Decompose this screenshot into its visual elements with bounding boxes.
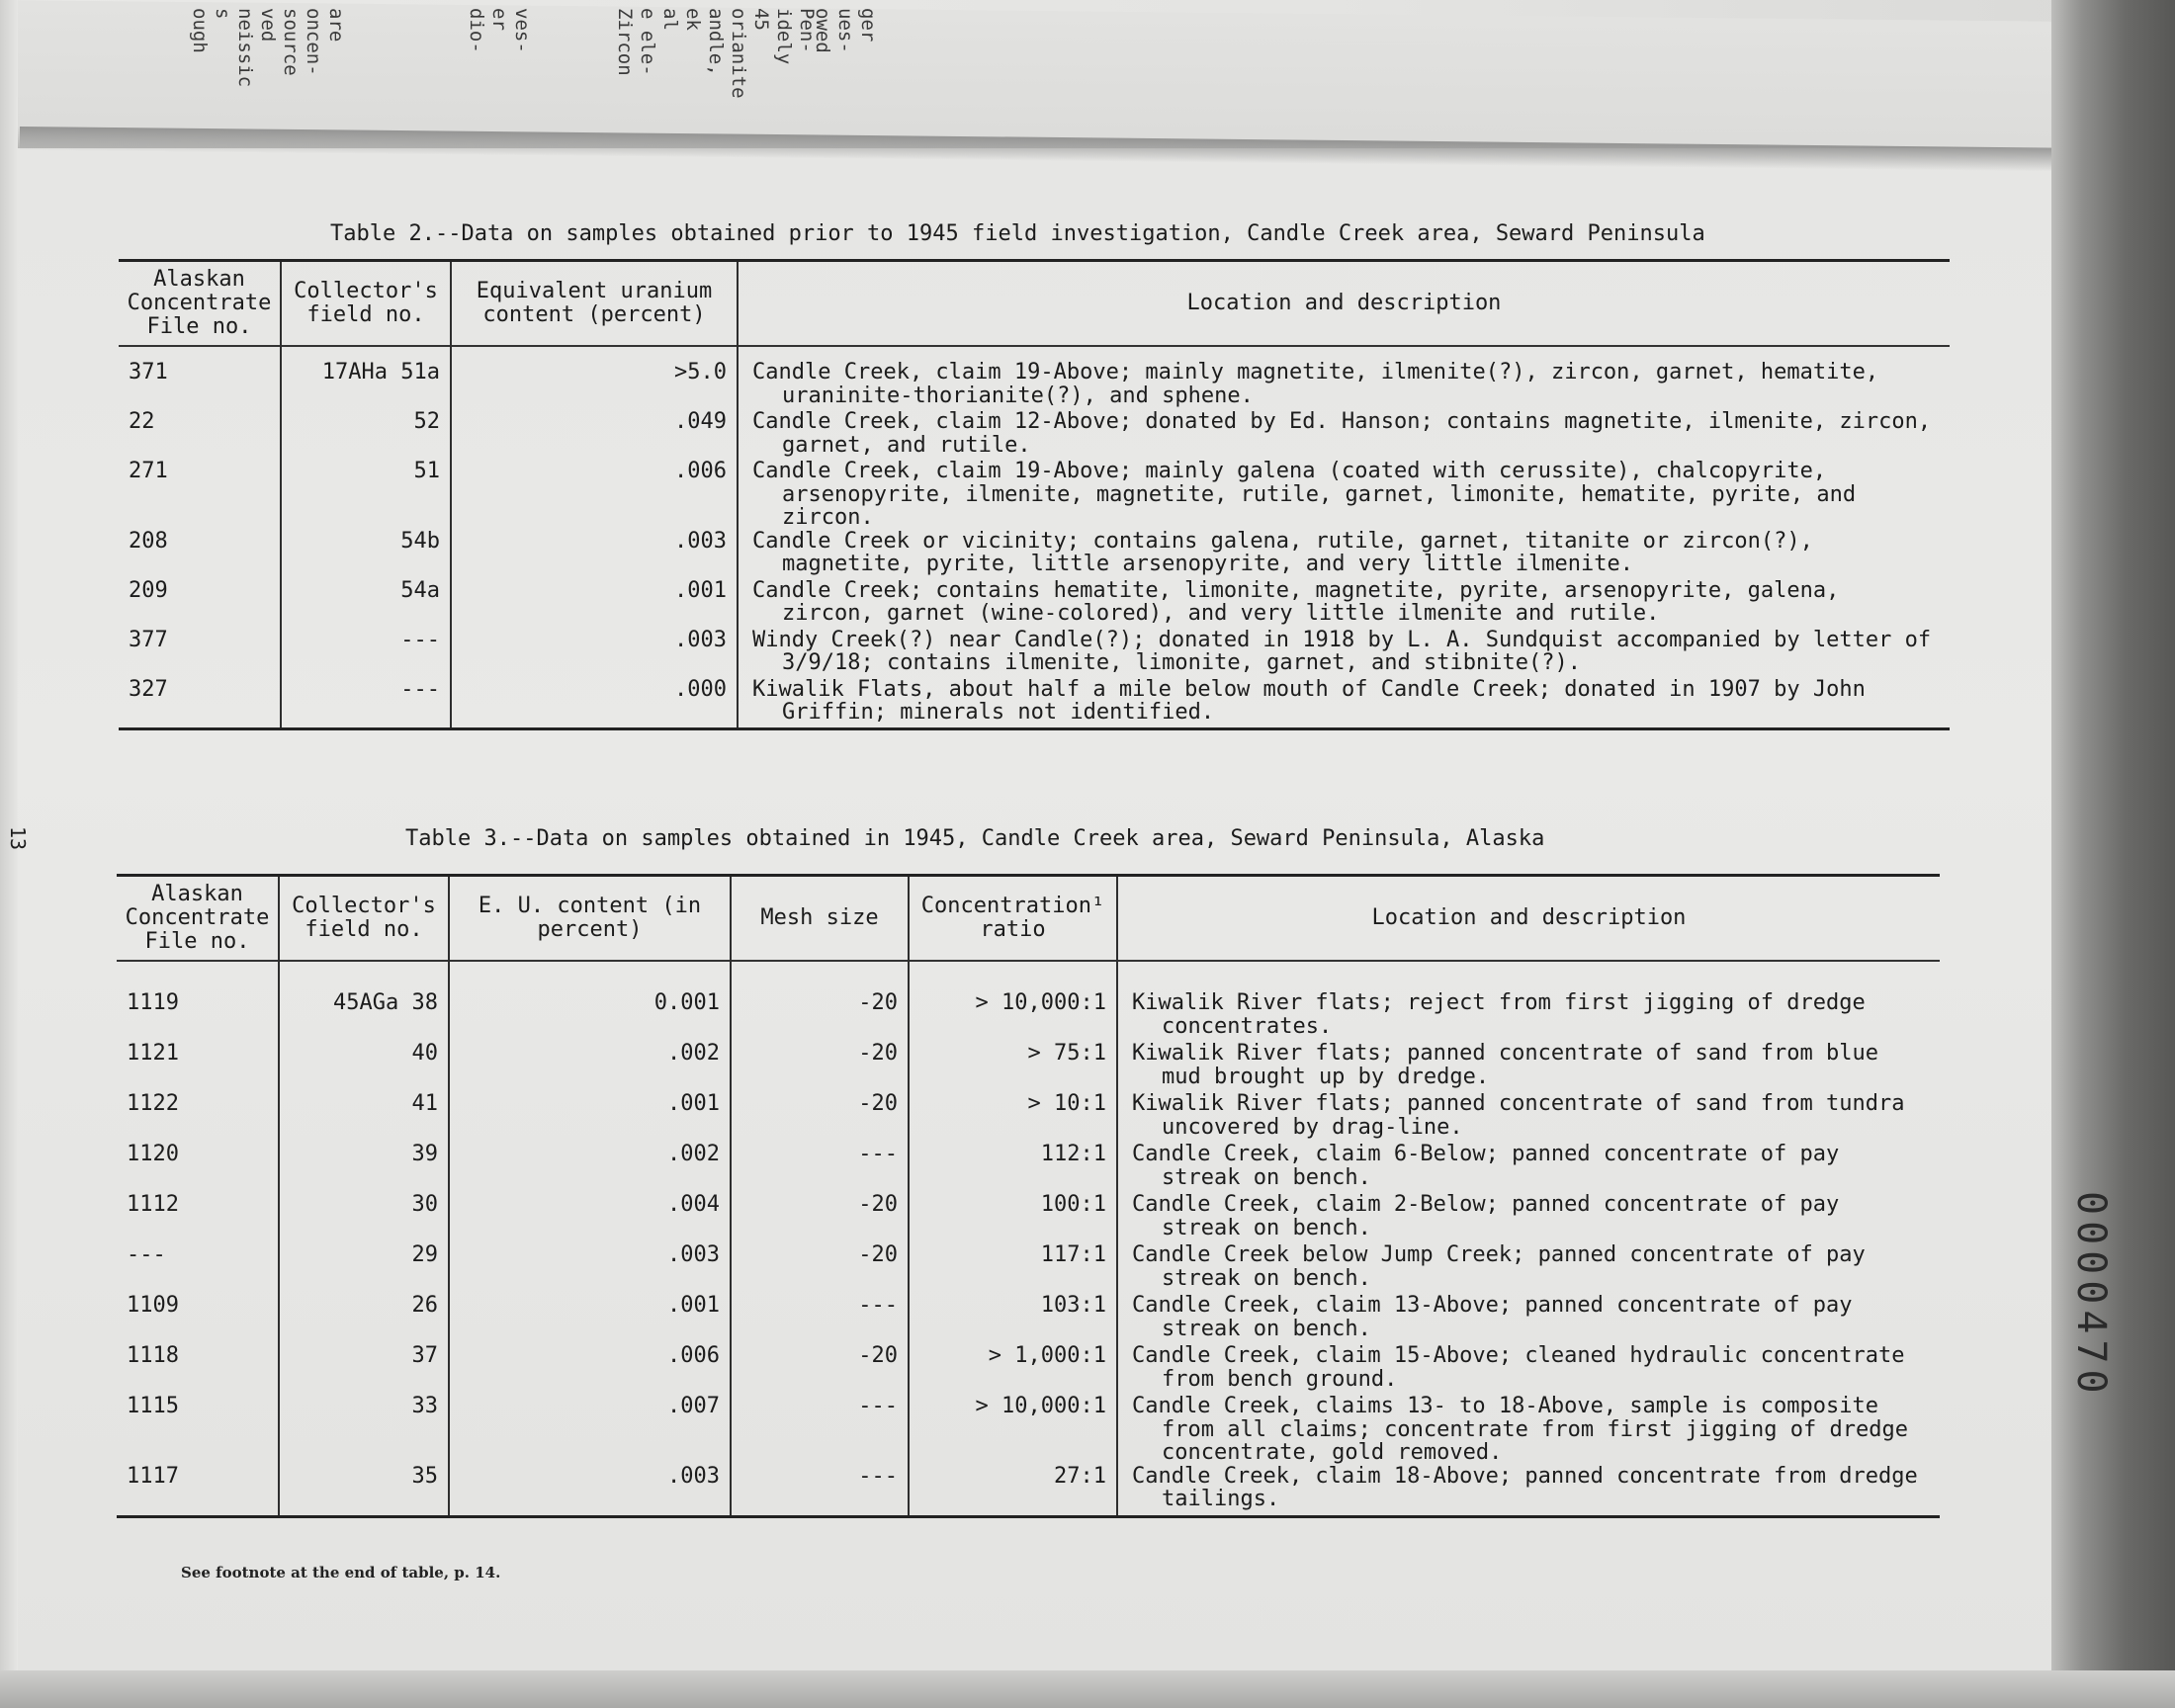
location-text: Kiwalik River flats; panned concentrate of sand from tundra uncovered by drag-line. (1132, 1091, 1905, 1140)
location-text: Candle Creek below Jump Creek; panned concentrate of pay streak on bench. (1132, 1242, 1866, 1291)
bleed-through-text-c (613, 8, 818, 99)
location-text: Candle Creek, claim 6-Below; panned concentrate of pay streak on bench. (1132, 1142, 1840, 1190)
cell-eu-content: .006 (449, 1344, 731, 1395)
location-text: Kiwalik River flats; panned concentrate of sand from blue mud brought up by dredge. (1132, 1041, 1878, 1089)
bleed-word: ger (857, 8, 879, 43)
header-file-no: Alaskan Concentrate File no. (127, 267, 272, 339)
location-text: Candle Creek, claim 19-Above; mainly magnetite, ilmenite(?), zircon, garnet, hematite, uraninite-thorianite(?), and sphene. (752, 360, 1879, 408)
cell-field-no: 35 (279, 1465, 449, 1517)
location-text: Candle Creek, claim 12-Above; donated by Ed. Hanson; contains magnetite, ilmenite, zircon, garnet, and rutile. (752, 409, 1932, 458)
cell-location (1117, 1294, 1940, 1344)
location-text: Windy Creek(?) near Candle(?); donated in 1918 by L. A. Sundquist accompanied by letter of 3/9/18; contains ilmenite, limonite, garnet, and stibnite(?). (752, 627, 1932, 675)
bleed-through-text-b (465, 8, 533, 53)
bleed-word: neissic (234, 8, 256, 88)
cell-location (1117, 1042, 1940, 1092)
cell-location (1117, 1395, 1940, 1465)
header-field-no: Collector's field no. (279, 876, 449, 962)
edge-stamp-number: 0000470 (2068, 1191, 2114, 1400)
cell-mesh-size: --- (731, 1294, 909, 1344)
cell-file-no: 209 (129, 577, 168, 603)
bleed-word: Zircon (614, 8, 636, 76)
cell-field-no: --- (281, 678, 451, 729)
page-number: 13 (6, 826, 30, 851)
bottom-page-edge (0, 1670, 2175, 1708)
bleed-word: idely (773, 8, 795, 65)
cell-field-no: 17AHa 51a (281, 346, 451, 410)
bleed-word: owed (812, 8, 833, 53)
cell-location (1117, 1092, 1940, 1143)
cell-file-no: 377 (129, 627, 168, 652)
cell-concentration-ratio: > 1,000:1 (909, 1344, 1117, 1395)
cell-eu-content: .001 (451, 579, 738, 629)
cell-location (738, 530, 1950, 579)
cell-eu-content: .002 (449, 1042, 731, 1092)
bleed-word: ough (189, 8, 211, 53)
cell-eu-content: .007 (449, 1395, 731, 1465)
cell-field-no: 45AGa 38 (279, 961, 449, 1042)
cell-eu-content: .003 (451, 629, 738, 678)
table-2 (119, 259, 1950, 730)
cell-eu-content: .001 (449, 1294, 731, 1344)
location-text: Candle Creek; contains hematite, limonite, magnetite, pyrite, arsenopyrite, galena, zircon, garnet (wine-colored), and very little ilmenite and rutile. (752, 577, 1840, 626)
cell-field-no: 37 (279, 1344, 449, 1395)
cell-eu-content: .049 (451, 410, 738, 460)
table-row (117, 1193, 1940, 1243)
table-row (117, 1143, 1940, 1193)
cell-file-no: --- (127, 1242, 166, 1267)
table-row (119, 530, 1950, 579)
footnote: See footnote at the end of table, p. 14. (181, 1564, 501, 1581)
bleed-word: s (212, 8, 233, 20)
cell-mesh-size: -20 (731, 961, 909, 1042)
cell-field-no: 29 (279, 1243, 449, 1294)
cell-mesh-size: -20 (731, 1092, 909, 1143)
table-row (117, 1294, 1940, 1344)
cell-file-no: 1119 (127, 990, 179, 1015)
cell-file-no: 208 (129, 528, 168, 554)
right-page-edge (2051, 0, 2175, 1708)
cell-field-no: 26 (279, 1294, 449, 1344)
cell-file-no: 371 (129, 360, 168, 384)
cell-field-no: 52 (281, 410, 451, 460)
cell-eu-content: .003 (449, 1465, 731, 1517)
location-text: Candle Creek, claim 18-Above; panned concentrate from dredge tailings. (1132, 1463, 1918, 1511)
table-3-caption: Table 3.--Data on samples obtained in 1945, Candle Creek area, Seward Peninsula, Alaska (405, 826, 1545, 851)
cell-concentration-ratio: > 10,000:1 (909, 961, 1117, 1042)
bleed-word: er (488, 8, 510, 31)
bleed-word: orianite (728, 8, 749, 99)
cell-eu-content: .006 (451, 460, 738, 530)
cell-eu-content: 0.001 (449, 961, 731, 1042)
cell-location (1117, 961, 1940, 1042)
cell-file-no: 1122 (127, 1091, 179, 1116)
table-row (119, 410, 1950, 460)
bleed-word: 45 (750, 8, 772, 31)
cell-location (1117, 1344, 1940, 1395)
cell-mesh-size: --- (731, 1395, 909, 1465)
bleed-through-text-a (188, 8, 347, 87)
bleed-word: source (280, 8, 302, 76)
location-text: Kiwalik Flats, about half a mile below mouth of Candle Creek; donated in 1907 by John Griffin; minerals not identified. (752, 676, 1866, 725)
cell-field-no: 41 (279, 1092, 449, 1143)
table-row (119, 346, 1950, 410)
header-eu-content: Equivalent uranium content (percent) (451, 261, 738, 347)
cell-eu-content: .000 (451, 678, 738, 729)
table-row (119, 579, 1950, 629)
cell-mesh-size: --- (731, 1143, 909, 1193)
cell-location (738, 346, 1950, 410)
location-text: Candle Creek, claims 13- to 18-Above, sample is composite from all claims; concentrate from first jigging of dredge concentrate, gold removed. (1132, 1394, 1908, 1465)
cell-mesh-size: --- (731, 1465, 909, 1517)
cell-file-no: 1118 (127, 1343, 179, 1368)
table-row (119, 460, 1950, 530)
cell-file-no: 1121 (127, 1041, 179, 1066)
cell-location (1117, 1143, 1940, 1193)
header-location: Location and description (738, 261, 1950, 347)
cell-eu-content: >5.0 (451, 346, 738, 410)
cell-mesh-size: -20 (731, 1042, 909, 1092)
left-page-edge (0, 0, 18, 1708)
table-row (117, 1042, 1940, 1092)
cell-mesh-size: -20 (731, 1193, 909, 1243)
cell-concentration-ratio: > 10,000:1 (909, 1395, 1117, 1465)
bleed-word: al (659, 8, 681, 31)
cell-file-no: 1120 (127, 1142, 179, 1166)
bleed-word: andle, (705, 8, 727, 76)
cell-location (738, 579, 1950, 629)
cell-location (738, 410, 1950, 460)
cell-location (1117, 1193, 1940, 1243)
cell-concentration-ratio: 100:1 (909, 1193, 1117, 1243)
table-row (117, 1465, 1940, 1517)
cell-concentration-ratio: 112:1 (909, 1143, 1117, 1193)
cell-concentration-ratio: 103:1 (909, 1294, 1117, 1344)
cell-eu-content: .003 (451, 530, 738, 579)
cell-location (738, 460, 1950, 530)
bleed-word: ves- (511, 8, 533, 53)
table-row (117, 1243, 1940, 1294)
location-text: Candle Creek or vicinity; contains galena, rutile, garnet, titanite or zircon(?), magnetite, pyrite, little arsenopyrite, and very little ilmenite. (752, 528, 1813, 576)
cell-concentration-ratio: 27:1 (909, 1465, 1117, 1517)
cell-concentration-ratio: 117:1 (909, 1243, 1117, 1294)
table-row (119, 678, 1950, 729)
cell-field-no: 39 (279, 1143, 449, 1193)
table-row (117, 1092, 1940, 1143)
location-text: Candle Creek, claim 13-Above; panned concentrate of pay streak on bench. (1132, 1293, 1853, 1341)
bleed-word: oncen- (303, 8, 324, 76)
header-mesh-size: Mesh size (731, 876, 909, 962)
cell-file-no: 1115 (127, 1394, 179, 1418)
header-file-no: Alaskan Concentrate File no. (125, 882, 270, 954)
table-2-caption: Table 2.--Data on samples obtained prior to 1945 field investigation, Candle Creek area, Seward Peninsula (330, 221, 1705, 246)
header-location: Location and description (1117, 876, 1940, 962)
header-field-no: Collector's field no. (281, 261, 451, 347)
header-eu-content: E. U. content (in percent) (449, 876, 731, 962)
cell-eu-content: .003 (449, 1243, 731, 1294)
bleed-word: are (325, 8, 347, 43)
bleed-word: ues- (834, 8, 856, 53)
table-2-header-row (119, 261, 1950, 347)
cell-file-no: 1109 (127, 1293, 179, 1318)
cell-location (1117, 1243, 1940, 1294)
cell-mesh-size: -20 (731, 1344, 909, 1395)
cell-location (738, 629, 1950, 678)
bleed-word: e ele- (637, 8, 658, 76)
table-row (117, 961, 1940, 1042)
cell-eu-content: .001 (449, 1092, 731, 1143)
cell-concentration-ratio: > 10:1 (909, 1092, 1117, 1143)
bleed-word: Pen- (796, 8, 818, 53)
bleed-word: ek (682, 8, 704, 31)
cell-field-no: 51 (281, 460, 451, 530)
table-3-header-row (117, 876, 1940, 962)
table-row (117, 1344, 1940, 1395)
bleed-word: ved (257, 8, 279, 43)
location-text: Candle Creek, claim 19-Above; mainly galena (coated with cerussite), chalcopyrite, arsenopyrite, ilmenite, magnetite, rutile, garnet, limonite, hematite, pyrite, and zircon. (752, 459, 1857, 530)
cell-field-no: 54a (281, 579, 451, 629)
cell-field-no: 40 (279, 1042, 449, 1092)
cell-file-no: 271 (129, 459, 168, 483)
cell-field-no: 33 (279, 1395, 449, 1465)
bleed-through-text-d (811, 8, 879, 53)
cell-field-no: 30 (279, 1193, 449, 1243)
cell-location (1117, 1465, 1940, 1517)
location-text: Candle Creek, claim 15-Above; cleaned hydraulic concentrate from bench ground. (1132, 1343, 1905, 1392)
cell-file-no: 1117 (127, 1463, 179, 1489)
cell-mesh-size: -20 (731, 1243, 909, 1294)
cell-file-no: 1112 (127, 1192, 179, 1217)
cell-concentration-ratio: > 75:1 (909, 1042, 1117, 1092)
cell-field-no: --- (281, 629, 451, 678)
cell-location (738, 678, 1950, 729)
cell-file-no: 327 (129, 676, 168, 702)
table-row (117, 1395, 1940, 1465)
cell-field-no: 54b (281, 530, 451, 579)
cell-eu-content: .004 (449, 1193, 731, 1243)
location-text: Candle Creek, claim 2-Below; panned concentrate of pay streak on bench. (1132, 1192, 1840, 1240)
header-concentration-ratio: Concentration¹ ratio (909, 876, 1117, 962)
location-text: Kiwalik River flats; reject from first jigging of dredge concentrates. (1132, 990, 1866, 1039)
bleed-word: dio- (466, 8, 487, 53)
cell-eu-content: .002 (449, 1143, 731, 1193)
cell-file-no: 22 (129, 409, 155, 434)
table-row (119, 629, 1950, 678)
table-3 (117, 874, 1940, 1518)
